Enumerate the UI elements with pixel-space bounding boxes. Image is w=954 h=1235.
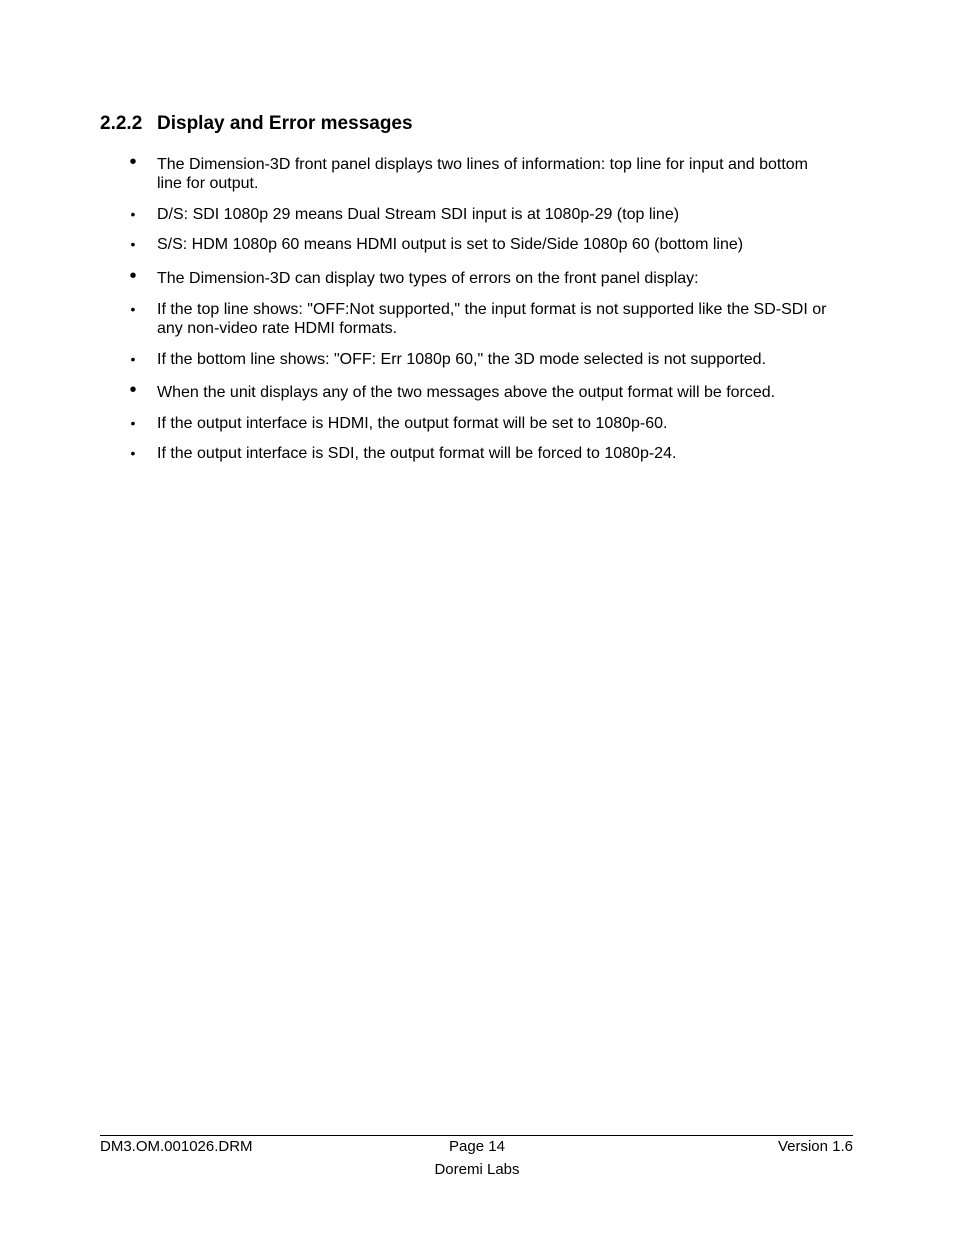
bullet-mark: • [130,351,136,367]
section-number: 2.2.2 [100,113,143,134]
list-item [129,379,837,402]
list-item-text: D/S: SDI 1080p 29 means Dual Stream SDI input is at 1080p-29 (top line) [157,206,680,223]
bullet-mark: • [130,415,136,431]
footer-divider [100,1135,853,1136]
bullet-mark: • [129,379,137,401]
list-item-text: If the bottom line shows: "OFF: Err 1080p 60," the 3D mode selected is not supported. [157,351,767,368]
section-title: Display and Error messages [157,113,413,134]
list-item [130,350,837,369]
section-heading [100,113,413,135]
footer-doc-id: DM3.OM.001026.DRM [100,1138,253,1155]
footer-company: Doremi Labs [434,1161,520,1178]
list-item-text: When the unit displays any of the two messages above the output format will be forced. [157,384,776,401]
footer-version: Version 1.6 [777,1138,853,1155]
list-item-text: The Dimension-3D can display two types of errors on the front panel display: [157,270,699,287]
list-item [130,235,837,254]
list-item-text: If the output interface is HDMI, the output format will be set to 1080p-60. [157,415,668,432]
footer-page-number: Page 14 [449,1138,505,1155]
list-item [129,151,837,193]
bullet-mark: • [130,206,136,222]
list-item [130,300,837,338]
bullet-mark: • [130,236,136,252]
list-item-text: The Dimension-3D front panel displays two lines of information: top line for input and bottom line for output. [157,156,809,192]
list-item-text: If the output interface is SDI, the output format will be forced to 1080p-24. [157,445,677,462]
list-item [129,265,837,288]
list-item [130,205,837,224]
bullet-mark: • [130,445,136,461]
list-item-text: S/S: HDM 1080p 60 means HDMI output is set to Side/Side 1080p 60 (bottom line) [157,236,744,253]
bullet-mark: • [129,265,137,287]
bullet-mark: • [129,151,137,173]
list-item-text: If the top line shows: "OFF:Not supported," the input format is not supported like the SD-SDI or any non-video rate HDMI formats. [157,301,827,337]
list-item [130,444,837,463]
list-item [130,414,837,433]
bullet-mark: • [130,301,136,317]
